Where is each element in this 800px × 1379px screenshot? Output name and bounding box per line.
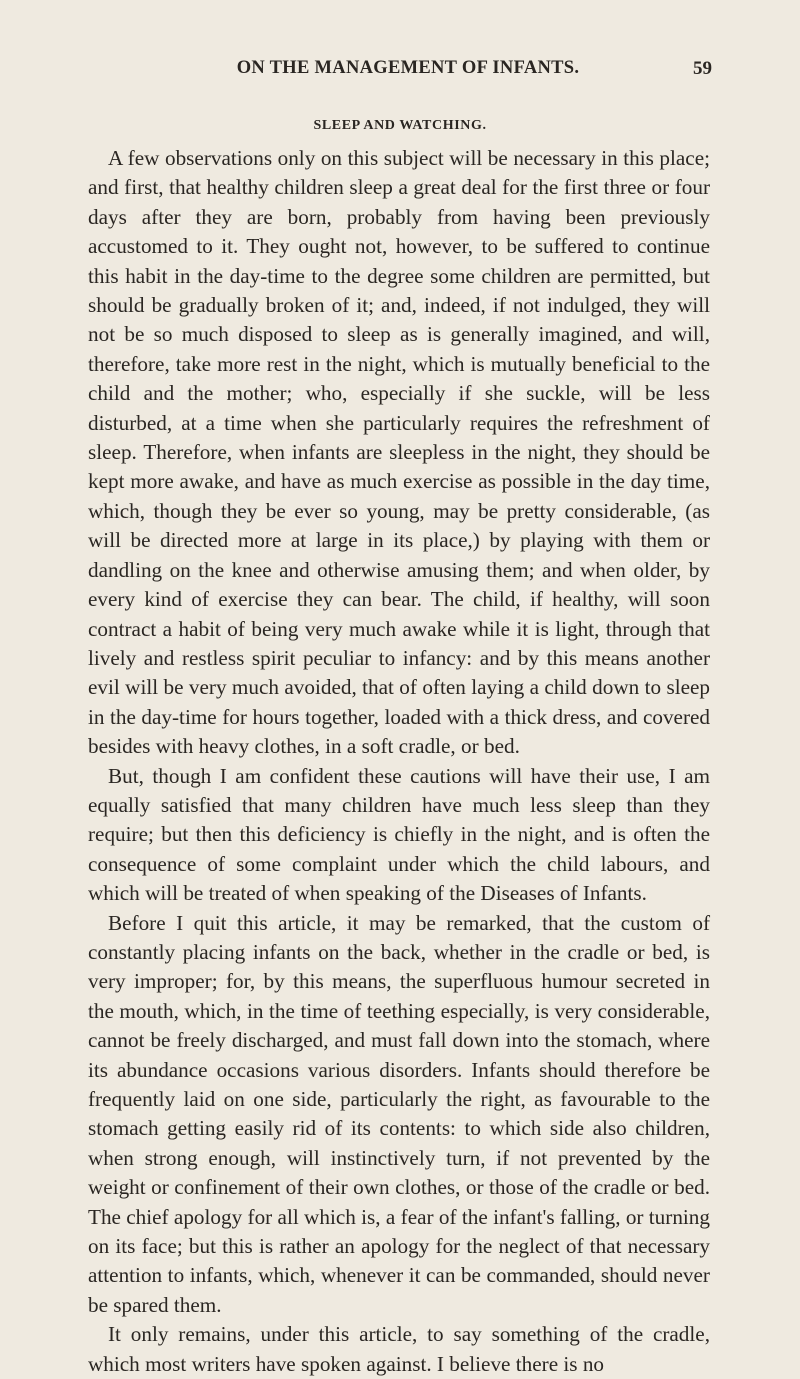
running-head: ON THE MANAGEMENT OF INFANTS. [236,58,580,78]
paragraph-2: But, though I am confident these cautions will have their use, I am equally satisfied that many children have much less sleep than they require; but then this deficiency is chiefly in the night, and is often the consequence of some complaint under which the child labours, and which will be treated of when speaking of the Diseases of Infants. [88,763,710,906]
paragraph-4: It only remains, under this article, to say something of the cradle, which most writers have spoken against. I believe there is no [88,1322,710,1376]
paragraph-3: Before I quit this article, it may be remarked, that the custom of constantly placing infants on the back, whether in the cradle or bed, is very improper; for, by this means, the superfluous humour secreted in the mouth, which, in the time of teething especially, is very considerable, cannot be freely discharged, and must fall down into the stomach, where its abundance occasions various disorders. Infants should therefore be frequently laid on one side, particularly the right, as favourable to the stomach getting easily rid of its contents: to which side also children, when strong enough, will instinctively turn, if not prevented by the weight or confinement of their own clothes, or those of the cradle or bed. The chief apology for all which is, a fear of the infant's falling, or turning on its face; but this is rather an apology for the neglect of that necessary attention to infants, which, whenever it can be commanded, should never be spared them. [88,910,710,1317]
page-number: 59 [693,58,712,79]
body-text [88,144,710,1379]
paragraph-1: A few observations only on this subject will be necessary in this place; and first, that healthy children sleep a great deal for the first three or four days after they are born, probably from having been previously accustomed to it. They ought not, however, to be suffered to continue this habit in the day-time to the degree some children are permitted, but should be gradually broken of it; and, indeed, if not indulged, they will not be so much disposed to sleep as is generally imagined, and will, therefore, take more rest in the night, which is mutually beneficial to the child and the mother; who, especially if she suckle, will be less disturbed, at a time when she particularly requires the refreshment of sleep. Therefore, when infants are sleepless in the night, they should be kept more awake, and have as much exercise as possible in the day time, which, though they be ever so young, may be pretty considerable, (as will be directed more at large in its place,) by playing with them or dandling on the knee and otherwise amusing them; and when older, by every kind of exercise they can bear. The child, if healthy, will soon contract a habit of being very much awake while it is light, through that lively and restless spirit peculiar to infancy: and by this means another evil will be very much avoided, that of often laying a child down to sleep in the day-time for hours together, loaded with a thick dress, and covered besides with heavy clothes, in a soft cradle, or bed. [88,146,710,759]
section-title: SLEEP AND WATCHING. [313,118,487,133]
